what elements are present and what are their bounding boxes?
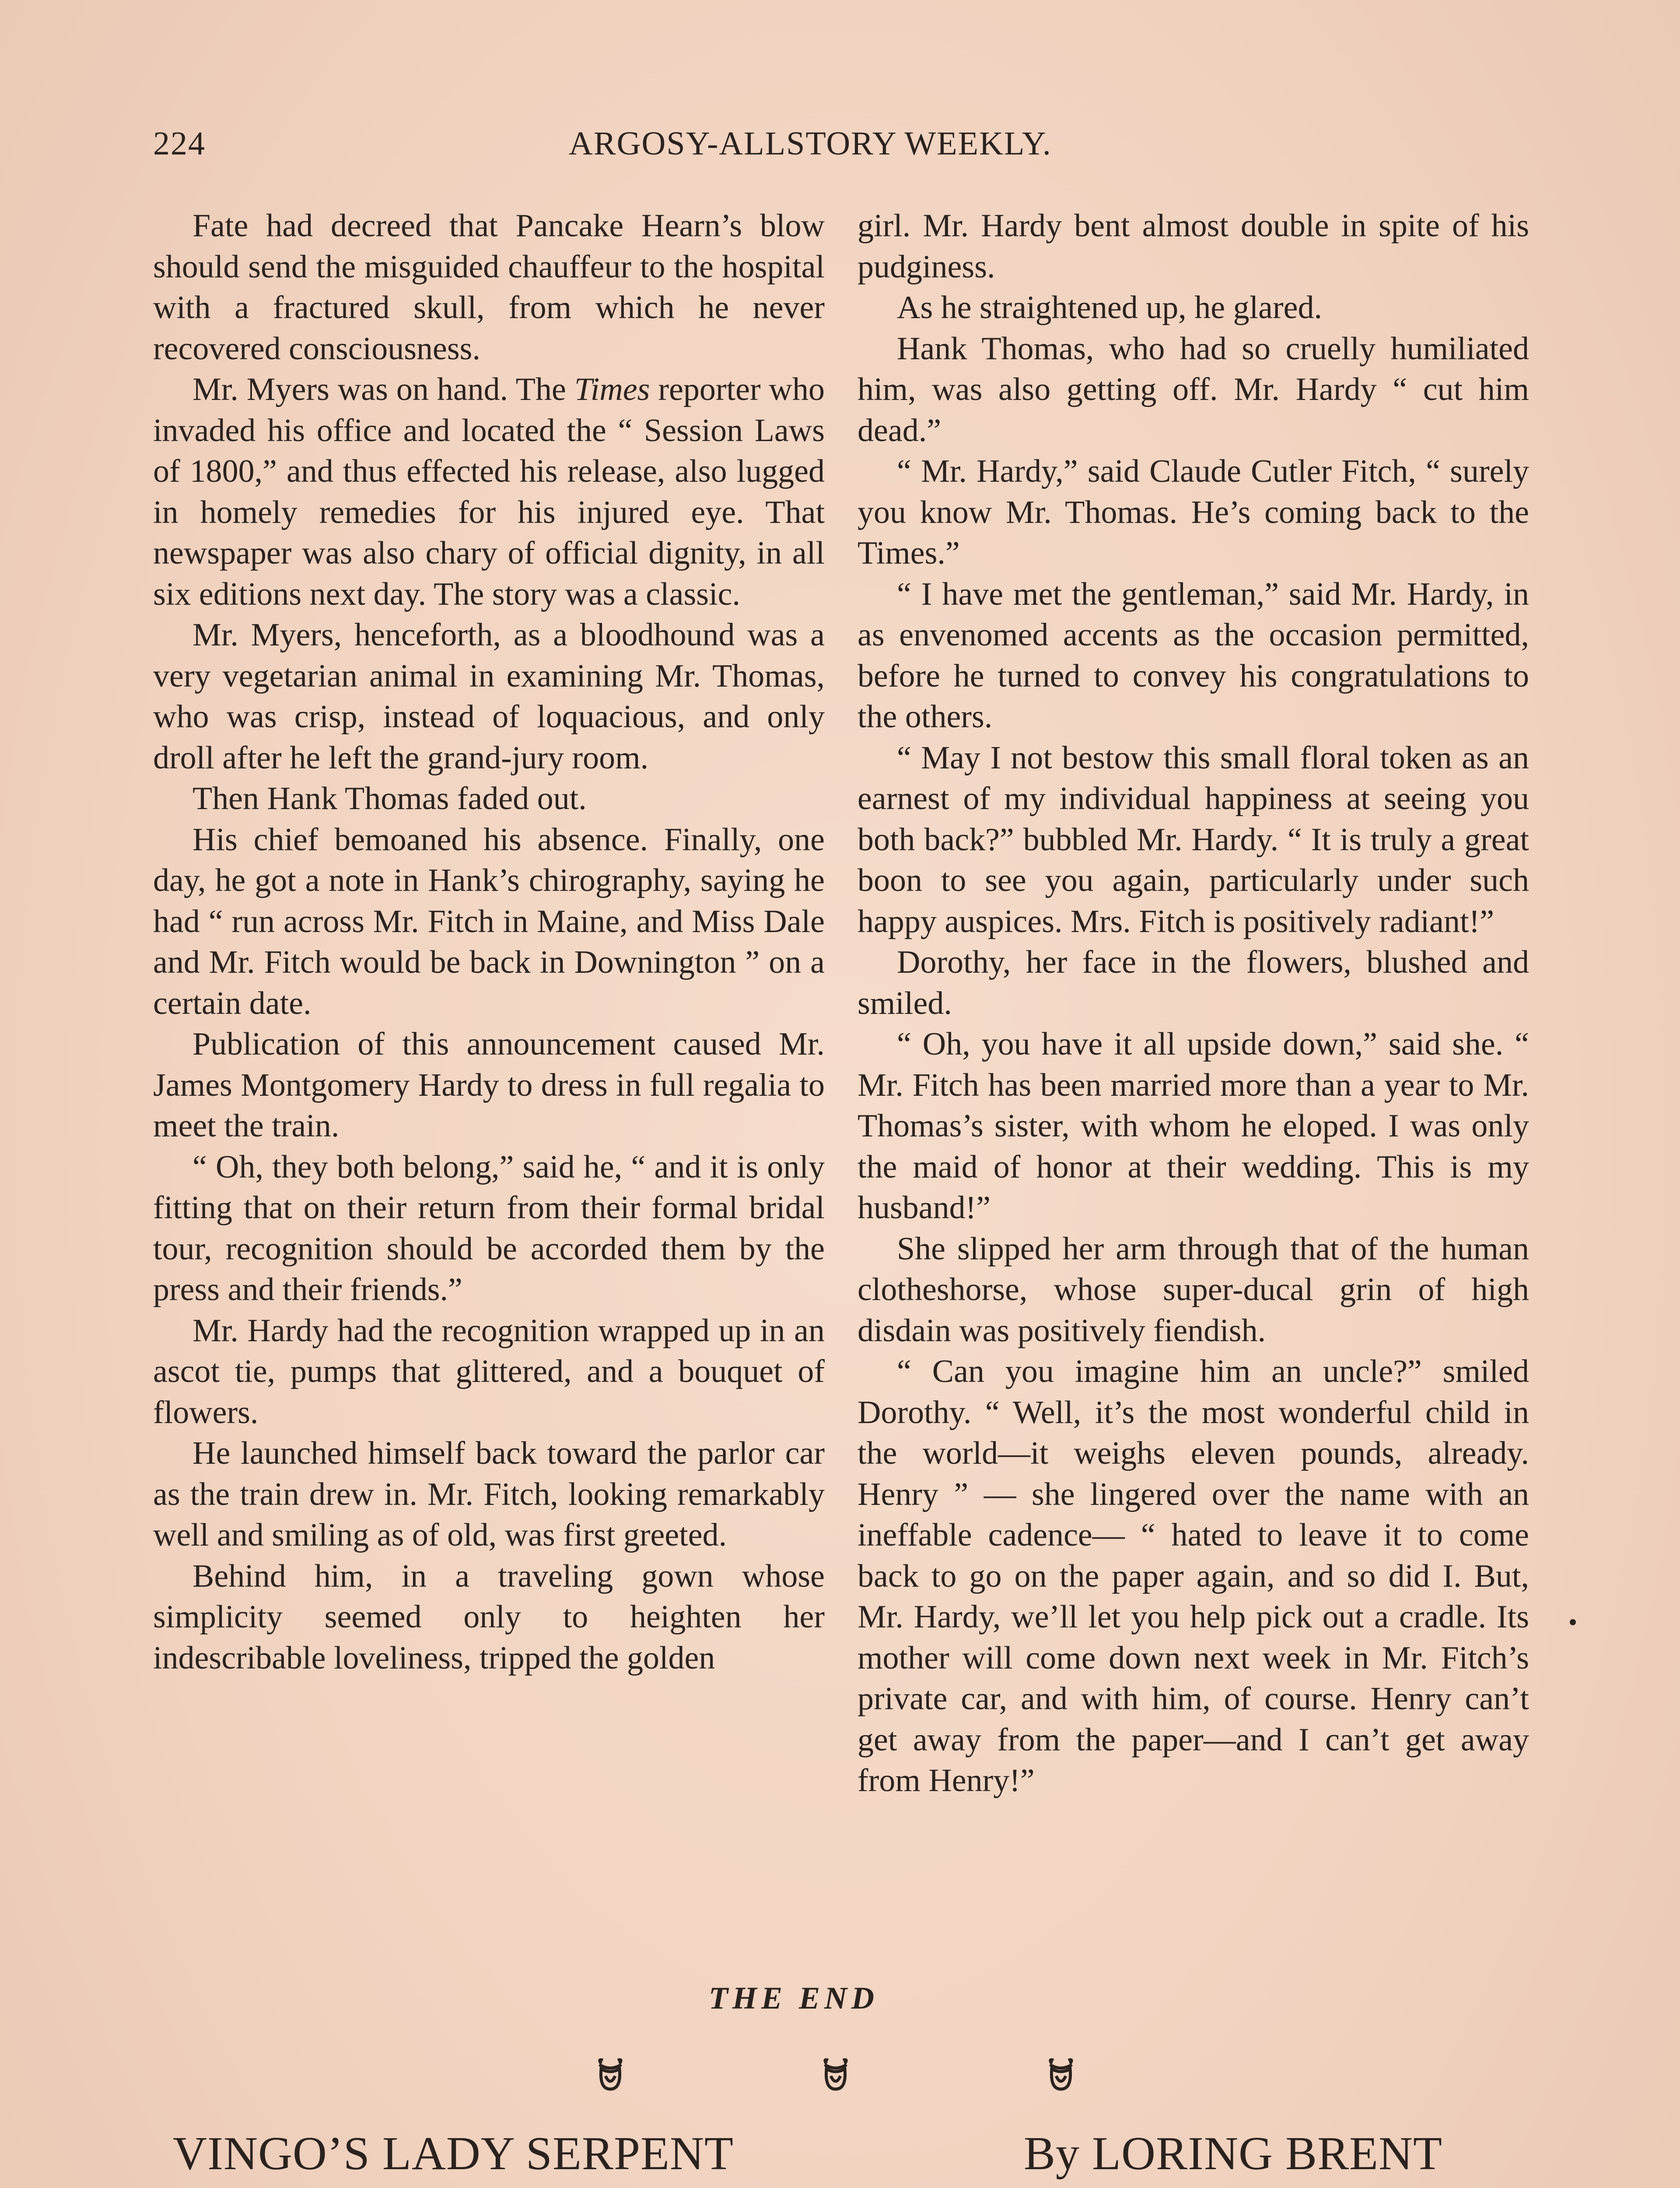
paragraph: “ May I not bestow this small floral token as an earnest of my individual happiness at seeing you both back?” bubbled Mr. Hardy. “ It is truly a great boon to see you again, particularly under such happy auspices. Mrs. Fitch is positively radiant!”: [858, 740, 1529, 940]
paragraph: Mr. Myers, henceforth, as a bloodhound was a very vegetarian animal in examining Mr. Thomas, who was crisp, instead of loquacious, and only droll after he left the grand-jury room.: [153, 617, 825, 776]
paragraph: “ I have met the gentleman,” said Mr. Hardy, in as envenomed accents as the occasion permitted, before he turned to convey his congratulations to the others.: [858, 576, 1529, 735]
running-title: ARGOSY-ALLSTORY WEEKLY.: [569, 125, 1052, 162]
ornament-row: [569, 2057, 1138, 2100]
paragraph: “ Oh, they both belong,” said he, “ and it is only fitting that on their return from their formal bridal tour, recognition should be accorded them by the press and their friends.”: [153, 1149, 825, 1308]
page-number: 224: [153, 125, 206, 162]
paragraph: Then Hank Thomas faded out.: [192, 781, 587, 817]
paragraph: She slipped her arm through that of the human clotheshorse, whose super-ducal grin of high disdain was positively fiendish.: [858, 1231, 1529, 1349]
paragraph: As he straightened up, he glared.: [897, 290, 1322, 326]
right-column: [858, 206, 1529, 1982]
the-end-label: THE END: [709, 1981, 879, 2016]
paragraph: His chief bemoaned his absence. Finally, one day, he got a note in Hank’s chirography, saying he had “ run across Mr. Fitch in Maine, and Miss Dale and Mr. Fitch would be back in Downington ” on a certain date.: [153, 821, 825, 1021]
paragraph: “ Mr. Hardy,” said Claude Cutler Fitch, “ surely you know Mr. Thomas. He’s coming back to the Times.”: [858, 453, 1529, 571]
ornament-icon: [1046, 2057, 1076, 2092]
next-story-title: VINGO’S LADY SERPENT: [173, 2128, 734, 2180]
paragraph: Mr. Myers was on hand. The Times reporter who invaded his office and located the “ Session Laws of 1800,” and thus effected his release, also lugged in homely remedies for his injured eye. That newspaper was also chary of official dignity, in all six editions next day. The story was a classic.: [153, 372, 825, 612]
stray-dot: [1570, 1619, 1576, 1625]
paragraph: “ Can you imagine him an uncle?” smiled Dorothy. “ Well, it’s the most wonderful child in the world—it weighs eleven pounds, already. Henry ” — she lingered over the name with an ineffable cadence— “ hated to leave it to come back to go on the paper again, and so did I. But, Mr. Hardy, we’ll let you help pick out a cradle. Its mother will come down next week in Mr. Fitch’s private car, and with him, of course. Henry can’t get away from the paper—and I can’t get away from Henry!”: [858, 1353, 1529, 1799]
paragraph: Behind him, in a traveling gown whose simplicity seemed only to heighten her indescribable loveliness, tripped the golden: [153, 1558, 825, 1676]
paragraph: Dorothy, her face in the flowers, blushed and smiled.: [858, 944, 1529, 1021]
next-story-byline: By LORING BRENT: [1024, 2128, 1442, 2180]
page-header: [153, 125, 1129, 182]
paragraph: He launched himself back toward the parlor car as the train drew in. Mr. Fitch, looking remarkably well and smiling as of old, was first greeted.: [153, 1435, 825, 1553]
paragraph: Hank Thomas, who had so cruelly humiliated him, was also getting off. Mr. Hardy “ cut him dead.”: [858, 330, 1529, 449]
left-column: [153, 206, 825, 1982]
paragraph: Mr. Hardy had the recognition wrapped up in an ascot tie, pumps that glittered, and a bouquet of flowers.: [153, 1312, 825, 1431]
paragraph: Fate had decreed that Pancake Hearn’s blow should send the misguided chauffeur to the hospital with a fractured skull, from which he never recovered consciousness.: [153, 208, 825, 367]
paragraph: Publication of this announcement caused Mr. James Montgomery Hardy to dress in full regalia to meet the train.: [153, 1026, 825, 1144]
ornament-icon: [820, 2057, 851, 2092]
paragraph: girl. Mr. Hardy bent almost double in spite of his pudginess.: [858, 208, 1529, 285]
ornament-icon: [595, 2057, 626, 2092]
paragraph: “ Oh, you have it all upside down,” said she. “ Mr. Fitch has been married more than a year to Mr. Thomas’s sister, with whom he eloped. I was only the maid of honor at their wedding. This is my husband!”: [858, 1026, 1529, 1226]
